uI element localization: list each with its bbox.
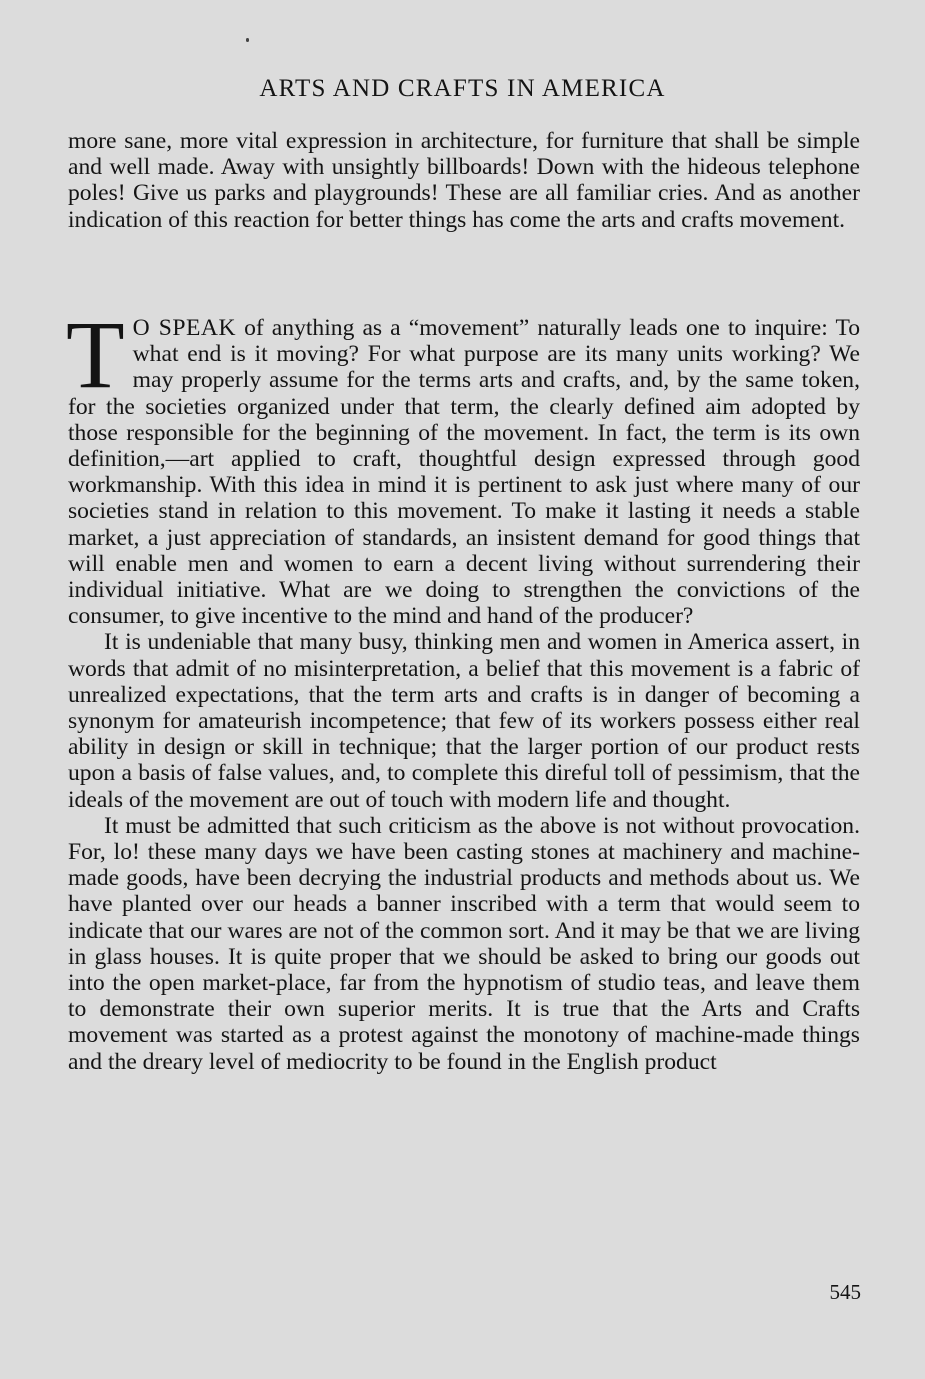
- body-text-main: [66, 301, 861, 1075]
- paragraph: It must be admitted that such criticism as the above is not without provocation. For, lo! these many days we have been casting stones at machinery and machine-made goods, have been decrying the industrial products and methods about us. We have planted over our heads a banner inscribed with a term that would seem to indicate that our wares are not of the common sort. And it may be that we are living in glass houses. It is quite proper that we should be asked to bring our goods out into the open market-place, far from the hypnotism of studio teas, and leave them to demonstrate their own superior merits. It is true that the Arts and Crafts movement was started as a protest against the monotony of machine-made things and the dreary level of mediocrity to be found in the English product: [68, 812, 860, 1075]
- intro-paragraph: more sane, more vital expression in architecture, for furniture that shall be simple and well made. Away with unsightly billboards! Down with the hideous telephone poles! Give us parks and playgrounds! These are all familiar cries. And as another indication of this reaction for better things has come the arts and crafts movement.: [68, 128, 860, 233]
- paragraph-text: of anything as a “movement” naturally leads one to inquire: To what end is it moving? For what purpose are its many units working? We may properly assume for the terms arts and crafts, and, by the same token, for the societies organized under that term, the clearly defined aim adopted by those responsible for the beginning of the movement. In fact, the term is its own definition,—art applied to craft, thoughtful design expressed through good workmanship. With this idea in mind it is pertinent to ask just where many of our societies stand in relation to this movement. To make it lasting it needs a stable market, a just appreciation of standards, an insistent demand for good things that will enable men and women to earn a decent living without surrendering their individual initiative. What are we doing to strengthen the convictions of the consumer, to give incentive to the mind and hand of the producer?: [68, 315, 861, 630]
- paragraph: It is undeniable that many busy, thinking men and women in America assert, in words that admit of no misinterpretation, a belief that this movement is a fabric of unrealized expectations, that the term arts and crafts is in danger of becoming a synonym for amateurish incompetence; that few of its workers possess either real ability in design or skill in technique; that the larger portion of our product rests upon a basis of false values, and, to complete this direful toll of pessimism, that the ideals of the movement are out of touch with modern life and thought.: [68, 629, 860, 813]
- ink-speck: [246, 38, 249, 42]
- page-number: 545: [829, 1280, 861, 1304]
- section-opening-paragraph: [66, 301, 861, 630]
- drop-cap: T: [66, 301, 125, 408]
- opening-caps: O SPEAK: [132, 315, 236, 341]
- running-head: ARTS AND CRAFTS IN AMERICA: [259, 75, 666, 102]
- body-text-top: [68, 128, 860, 233]
